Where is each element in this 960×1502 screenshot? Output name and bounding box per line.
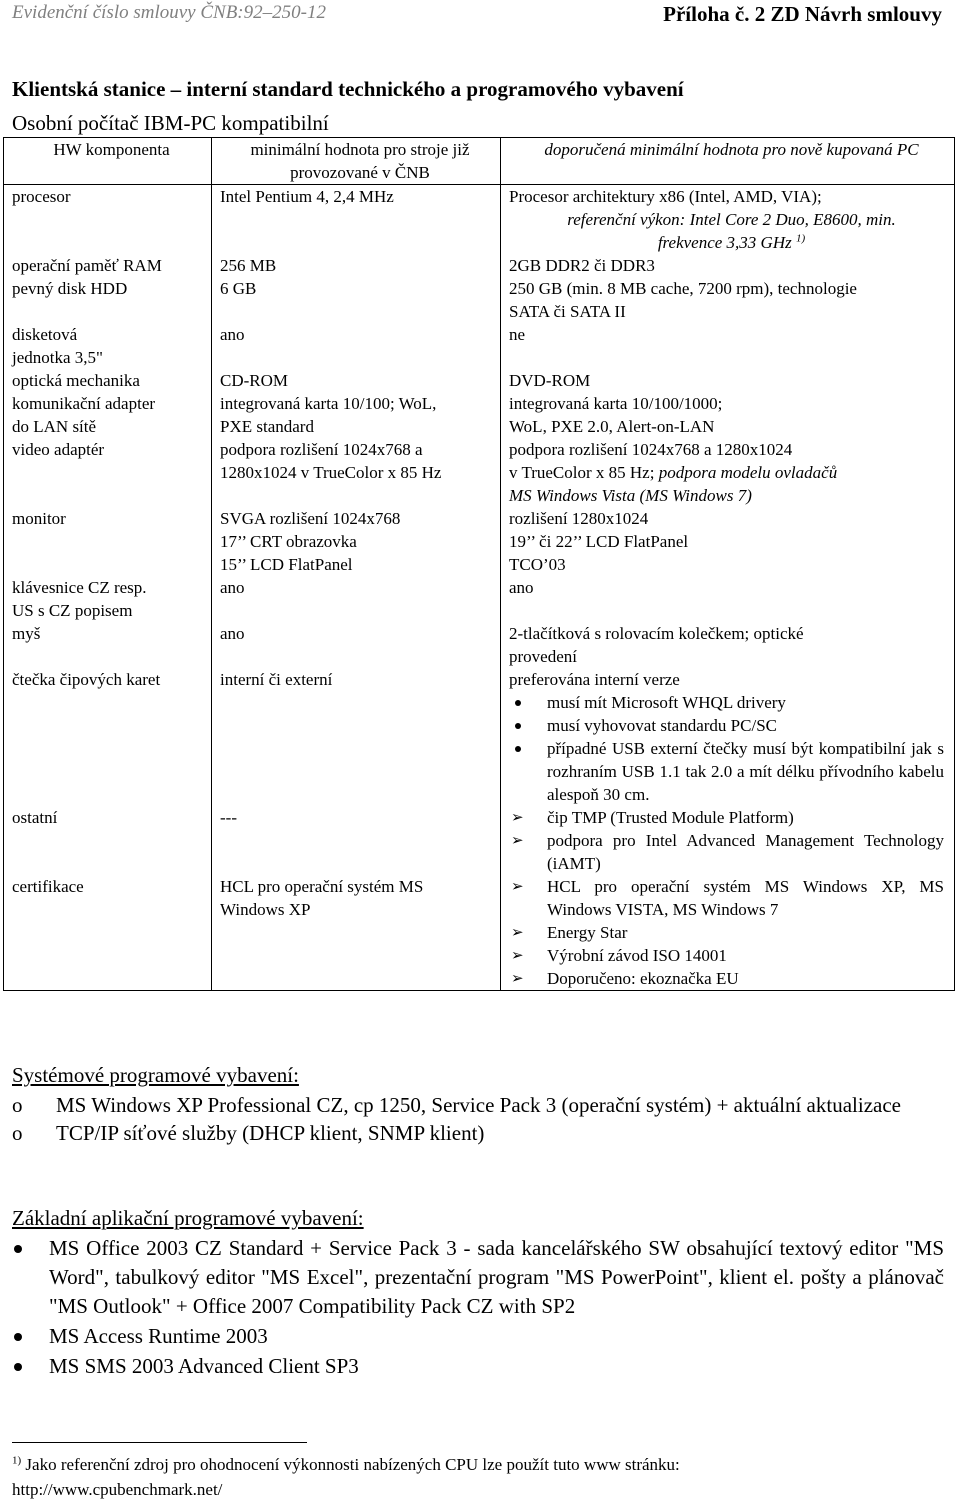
- table-row: [4, 369, 955, 392]
- list-item: musí mít Microsoft WHQL drivery: [509, 691, 944, 714]
- name-line: komunikační adapter: [12, 394, 156, 413]
- list-item: musí vyhovovat standardu PC/SC: [509, 714, 944, 737]
- rec-line: frekvence 3,33 GHz: [657, 233, 792, 252]
- rec-line: TCO’03: [509, 555, 566, 574]
- attachment-label: Příloha č. 2 ZD Návrh smlouvy: [663, 2, 942, 26]
- other-requirements: [509, 806, 944, 875]
- component-name: procesor: [4, 185, 212, 255]
- component-name: čtečka čipových karet: [4, 668, 212, 806]
- name-line: do LAN sítě: [12, 417, 97, 436]
- rec-line: MS Windows Vista (MS Windows 7): [509, 486, 752, 505]
- rec-line: integrovaná karta 10/100/1000;: [509, 394, 723, 413]
- name-line: jednotka 3,5": [12, 348, 103, 367]
- component-name: certifikace: [4, 875, 212, 991]
- min-line: 15’’ LCD FlatPanel: [220, 555, 353, 574]
- list-item: ➢ Doporučeno: ekoznačka EU: [509, 967, 944, 990]
- rec-line: podpora rozlišení 1024x768 a 1280x1024: [509, 440, 793, 459]
- recommended-value: [501, 622, 955, 668]
- component-name: ostatní: [4, 806, 212, 875]
- list-item: MS Access Runtime 2003: [12, 1322, 944, 1351]
- recommended-value: [501, 507, 955, 576]
- recommended-value: [501, 277, 955, 323]
- table-row: [4, 806, 955, 875]
- min-value: [212, 507, 501, 576]
- rec-line: SATA či SATA II: [509, 302, 626, 321]
- footnote-ref: 1): [795, 232, 806, 245]
- component-name: optická mechanika: [4, 369, 212, 392]
- min-value: 6 GB: [212, 277, 501, 323]
- list-item: ➢ čip TMP (Trusted Module Platform): [509, 806, 944, 829]
- rec-line: 250 GB (min. 8 MB cache, 7200 rpm), technologie: [509, 279, 857, 298]
- application-software-list: [12, 1234, 944, 1382]
- recommended-value: [501, 806, 955, 875]
- list-item: ➢ Energy Star: [509, 921, 944, 944]
- table-row: [4, 507, 955, 576]
- footnote-text: Jako referenční zdroj pro ohodnocení výkonnosti nabízených CPU lze použít tuto www stránku:: [25, 1455, 680, 1474]
- list-item: MS SMS 2003 Advanced Client SP3: [12, 1352, 944, 1381]
- min-line: 17’’ CRT obrazovka: [220, 532, 357, 551]
- component-name: [4, 576, 212, 622]
- certification-requirements: [509, 875, 944, 990]
- min-value: ---: [212, 806, 501, 875]
- list-item: případné USB externí čtečky musí být kompatibilní jak s rozhraním USB 1.1 tak 2.0 a mít délku přívodního kabelu alespoň 30 cm.: [509, 737, 944, 806]
- recommended-value: 2GB DDR2 či DDR3: [501, 254, 955, 277]
- table-row: [4, 668, 955, 806]
- rec-line: 2-tlačítková s rolovacím kolečkem; optické: [509, 624, 804, 643]
- header-min-value: minimální hodnota pro stroje již provozované v ČNB: [212, 138, 501, 185]
- page-subtitle: Osobní počítač IBM-PC kompatibilní: [12, 111, 329, 135]
- system-software-list: [12, 1091, 944, 1147]
- footnote: [12, 1452, 942, 1502]
- component-name: pevný disk HDD: [4, 277, 212, 323]
- list-item: ➢ HCL pro operační systém MS Windows XP, MS Windows VISTA, MS Windows 7: [509, 875, 944, 921]
- recommended-value: [501, 185, 955, 255]
- min-value: 256 MB: [212, 254, 501, 277]
- min-line: integrovaná karta 10/100; WoL,: [220, 394, 437, 413]
- list-item: ➢ podpora pro Intel Advanced Management Technology (iAMT): [509, 829, 944, 875]
- table-row: [4, 392, 955, 438]
- min-line: PXE standard: [220, 417, 314, 436]
- name-line: disketová: [12, 325, 78, 344]
- min-line: Windows XP: [220, 900, 311, 919]
- recommended-value: [501, 668, 955, 806]
- footnote-divider: [12, 1442, 307, 1443]
- component-name: [4, 392, 212, 438]
- table-row: [4, 185, 955, 255]
- rec-line: podpora modelu ovladačů: [658, 463, 838, 482]
- min-value: ano: [212, 622, 501, 668]
- table-row: [4, 875, 955, 991]
- recommended-value: ano: [501, 576, 955, 622]
- rec-line: WoL, PXE 2.0, Alert-on-LAN: [509, 417, 715, 436]
- table-row: [4, 277, 955, 323]
- table-header-row: [4, 138, 955, 185]
- name-line: US s CZ popisem: [12, 601, 133, 620]
- recommended-value: [501, 875, 955, 991]
- header-recommended: doporučená minimální hodnota pro nově kupovaná PC: [501, 138, 955, 185]
- rec-line: v TrueColor x 85 Hz;: [509, 463, 655, 482]
- component-name: operační paměť RAM: [4, 254, 212, 277]
- system-software-title: Systémové programové vybavení:: [12, 1063, 299, 1087]
- rec-line: rozlišení 1280x1024: [509, 509, 649, 528]
- component-name: video adaptér: [4, 438, 212, 507]
- min-line: podpora rozlišení 1024x768 a: [220, 440, 423, 459]
- footnote-mark: 1): [12, 1454, 22, 1467]
- table-row: [4, 576, 955, 622]
- min-line: 1280x1024 v TrueColor x 85 Hz: [220, 463, 442, 482]
- rec-intro: preferována interní verze: [509, 670, 680, 689]
- component-name: monitor: [4, 507, 212, 576]
- table-row: [4, 438, 955, 507]
- footnote-link[interactable]: http://www.cpubenchmark.net/: [12, 1480, 223, 1499]
- rec-line: referenční výkon: Intel Core 2 Duo, E8600, min.: [567, 210, 896, 229]
- rec-line: Procesor architektury x86 (Intel, AMD, VIA);: [509, 187, 822, 206]
- recommended-value: ne: [501, 323, 955, 369]
- list-item: ➢ Výrobní závod ISO 14001: [509, 944, 944, 967]
- header-component: HW komponenta: [4, 138, 212, 185]
- rec-line: provedení: [509, 647, 577, 666]
- recommended-value: [501, 438, 955, 507]
- min-value: [212, 438, 501, 507]
- rec-line: 19’’ či 22’’ LCD FlatPanel: [509, 532, 689, 551]
- table-row: [4, 622, 955, 668]
- min-value: Intel Pentium 4, 2,4 MHz: [212, 185, 501, 255]
- component-name: [4, 323, 212, 369]
- name-line: klávesnice CZ resp.: [12, 578, 147, 597]
- application-software-title: Základní aplikační programové vybavení:: [12, 1206, 364, 1230]
- min-value: ano: [212, 323, 501, 369]
- list-item: o TCP/IP síťové služby (DHCP klient, SNMP klient): [12, 1119, 944, 1147]
- component-name: myš: [4, 622, 212, 668]
- min-value: CD-ROM: [212, 369, 501, 392]
- table-row: [4, 254, 955, 277]
- min-value: ano: [212, 576, 501, 622]
- card-reader-requirements: [509, 691, 944, 806]
- recommended-value: DVD-ROM: [501, 369, 955, 392]
- min-line: SVGA rozlišení 1024x768: [220, 509, 401, 528]
- list-item: MS Office 2003 CZ Standard + Service Pack 3 - sada kancelářského SW obsahující textový editor "MS Word", tabulkový editor "MS Excel", prezentační program "MS PowerPoint", klient el. pošty a plánovač "MS Outlook" + Office 2007 Compatibility Pack CZ with SP2: [12, 1234, 944, 1321]
- contract-number: Evidenční číslo smlouvy ČNB:92–250-12: [12, 2, 326, 23]
- recommended-value: [501, 392, 955, 438]
- table-row: [4, 323, 955, 369]
- min-value: interní či externí: [212, 668, 501, 806]
- min-line: HCL pro operační systém MS: [220, 877, 424, 896]
- min-value: [212, 875, 501, 991]
- list-item: o MS Windows XP Professional CZ, cp 1250, Service Pack 3 (operační systém) + aktuální aktualizace: [12, 1091, 944, 1119]
- page-title: Klientská stanice – interní standard technického a programového vybavení: [12, 77, 684, 101]
- hardware-spec-table: [3, 137, 955, 991]
- min-value: [212, 392, 501, 438]
